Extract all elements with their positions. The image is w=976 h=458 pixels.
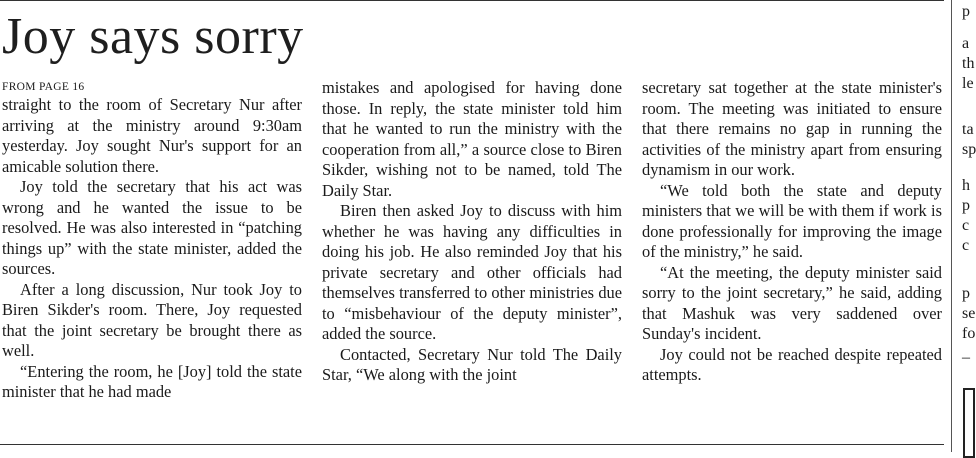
paragraph: mistakes and apologised for having done those. In reply, the state minister told him that he wanted to run the ministry with the cooperation from all,” a source close to Biren Sikder, wishing not to be named, told The Daily Star. — [322, 78, 622, 200]
column-divider — [951, 0, 952, 452]
paragraph: secretary sat together at the state minister's room. The meeting was initiated to ensure that there remains no gap in running the activities of the ministry apart from ensuring dynamism in our work. — [642, 78, 942, 179]
adjacent-text-fragment: p — [962, 3, 970, 20]
adjacent-text-fragment: – — [962, 349, 970, 366]
paragraph: straight to the room of Secretary Nur after arriving at the ministry around 9:30am yesterday. Joy sought Nur's support for an amicable solution there. — [2, 95, 302, 176]
paragraph: Joy told the secretary that his act was wrong and he wanted the issue to be resolved. He was also interested in “patching things up” with the state minister, added the sources. — [2, 177, 302, 278]
adjacent-text-fragment: h — [962, 177, 970, 194]
adjacent-text-fragment: ta — [962, 121, 974, 138]
adjacent-box-border — [963, 388, 975, 458]
headline: Joy says sorry — [2, 8, 304, 65]
article-column-3 — [642, 78, 942, 386]
top-rule — [0, 0, 944, 1]
paragraph: “We told both the state and deputy ministers that we will be with them if work is done professionally for improving the image of the ministry,” he said. — [642, 180, 942, 261]
adjacent-text-fragment: le — [962, 75, 974, 92]
adjacent-text-fragment: fo — [962, 325, 976, 342]
article-column-2 — [322, 78, 622, 386]
adjacent-text-fragment: p — [962, 197, 970, 214]
bottom-rule — [0, 444, 944, 445]
paragraph: “Entering the room, he [Joy] told the state minister that he had made — [2, 361, 302, 401]
paragraph: Joy could not be reached despite repeated attempts. — [642, 344, 942, 384]
adjacent-text-fragment: c — [962, 217, 970, 234]
article-column-1 — [2, 80, 302, 403]
adjacent-text-fragment: se — [962, 305, 976, 322]
paragraph: After a long discussion, Nur took Joy to Biren Sikder's room. There, Joy requested that the joint secretary be brought there as well. — [2, 279, 302, 360]
adjacent-article-fragment — [960, 0, 976, 452]
adjacent-text-fragment: a — [962, 35, 970, 52]
adjacent-text-fragment: th — [962, 55, 975, 72]
adjacent-text-fragment: p — [962, 285, 970, 302]
adjacent-text-fragment: c — [962, 237, 970, 254]
adjacent-text-fragment: sp — [962, 141, 976, 158]
paragraph: Biren then asked Joy to discuss with him whether he was having any difficulties in doing his job. He also reminded Joy that his private secretary and other officials had themselves transferred to other ministries due to “misbehaviour of the deputy minister”, added the source. — [322, 201, 622, 343]
paragraph: “At the meeting, the deputy minister said sorry to the joint secretary,” he said, adding that Mashuk was very saddened over Sunday's incident. — [642, 262, 942, 343]
paragraph: Contacted, Secretary Nur told The Daily Star, “We along with the joint — [322, 344, 622, 384]
jump-reference: FROM PAGE 16 — [2, 81, 85, 93]
